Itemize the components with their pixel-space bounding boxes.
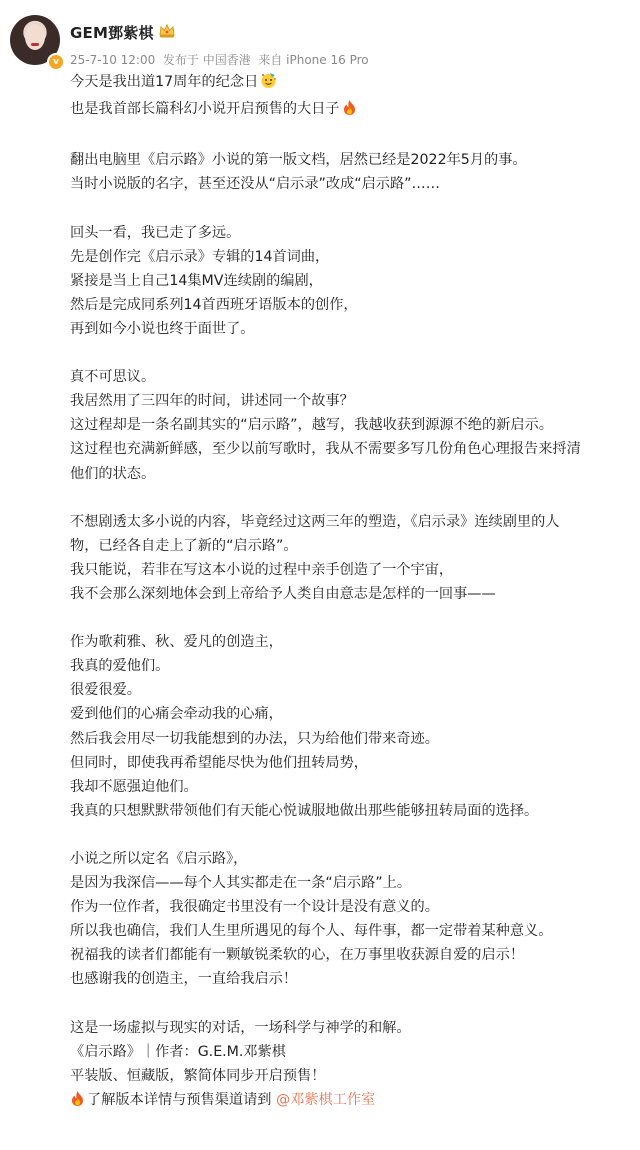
- body-line: 先是创作完《启示录》专辑的14首词曲，: [70, 248, 330, 265]
- body-line: 我不会那么深刻地体会到上帝给予人类自由意志是怎样的一回事——: [70, 585, 496, 602]
- post-date[interactable]: 25-7-10 12:00: [70, 53, 156, 67]
- spacer: [70, 341, 635, 365]
- body-line: 我居然用了三四年的时间，讲述同一个故事？: [70, 393, 354, 410]
- fire-emoji-icon: [342, 99, 357, 124]
- body-line: 平装版、恒藏版，繁简体同步开启预售！: [70, 1067, 326, 1084]
- body-line: 《启示路》｜作者：G.E.M.邓紫棋: [70, 1043, 286, 1060]
- post-body: [70, 70, 635, 1115]
- spacer: [70, 196, 635, 220]
- spacer: [70, 124, 635, 148]
- body-line: 很爱很爱。: [70, 682, 141, 699]
- body-line: 作为一位作者，我很确定书里没有一个设计是没有意义的。: [70, 899, 439, 916]
- body-line: 不想剧透太多小说的内容，毕竟经过这两三年的塑造，《启示录》连续剧里的人: [70, 513, 560, 530]
- post-source: 来自 iPhone 16 Pro: [258, 53, 369, 67]
- body-line: 我却不愿强迫他们。: [70, 778, 198, 795]
- avatar[interactable]: [10, 15, 60, 65]
- post-location: 发布于 中国香港: [162, 53, 251, 67]
- body-line: 物，已经各自走上了新的“启示路”。: [70, 537, 298, 554]
- avatar-face: [25, 24, 45, 50]
- body-text: 了解版本详情与预售渠道请到: [87, 1091, 272, 1108]
- body-line: 我真的只想默默带领他们有天能心悦诚服地做出那些能够扭转局面的选择。: [70, 802, 539, 819]
- body-line: [70, 97, 635, 124]
- body-line: 但同时，即使我再希望能尽快为他们扭转局势，: [70, 754, 368, 771]
- body-line: 回头一看，我已走了多远。: [70, 224, 241, 241]
- body-line: 是因为我深信——每个人其实都走在一条“启示路”上。: [70, 875, 412, 892]
- body-line: 这过程却是一条名副其实的“启示路”，越写，我越收获到源源不绝的新启示。: [70, 417, 553, 434]
- body-line: [70, 1088, 635, 1115]
- body-line: 作为歌莉雅、秋、爱凡的创造主，: [70, 634, 283, 651]
- body-line: 他们的状态。: [70, 465, 156, 482]
- body-line: 然后我会用尽一切我能想到的办法，只为给他们带来奇迹。: [70, 730, 439, 747]
- verified-badge-icon: v: [47, 53, 65, 71]
- body-line: 我真的爱他们。: [70, 658, 170, 675]
- body-line: 我只能说，若非在写这本小说的过程中亲手创造了一个宇宙，: [70, 561, 454, 578]
- body-line: 当时小说版的名字，甚至还没从“启示录”改成“启示路”……: [70, 176, 440, 193]
- body-line: 紧接是当上自己14集MV连续剧的编剧，: [70, 272, 323, 289]
- body-line: 翻出电脑里《启示路》小说的第一版文档，居然已经是2022年5月的事。: [70, 152, 527, 169]
- body-line: 然后是完成同系列14首西班牙语版本的创作，: [70, 296, 358, 313]
- body-line: 小说之所以定名《启示路》，: [70, 851, 248, 867]
- username[interactable]: [70, 22, 176, 43]
- body-text: 今天是我出道17周年的纪念日: [70, 74, 259, 90]
- body-line: 这过程也充满新鲜感，至少以前写歌时，我从不需要多写几份角色心理报告来捋清: [70, 441, 581, 458]
- body-line: 真不可思议。: [70, 369, 156, 386]
- body-line: 爱到他们的心痛会牵动我的心痛，: [70, 706, 283, 723]
- body-line: 这是一场虚拟与现实的对话，一场科学与神学的和解。: [70, 1019, 411, 1036]
- spacer: [70, 823, 635, 847]
- body-text: 也是我首部长篇科幻小说开启预售的大日子: [70, 101, 340, 118]
- party-face-emoji-icon: [260, 72, 277, 97]
- avatar-lips: [31, 43, 39, 46]
- body-line: 所以我也确信，我们人生里所遇见的每个人、每件事，都一定带着某种意义。: [70, 923, 553, 940]
- post-meta: [70, 51, 369, 68]
- spacer: [70, 606, 635, 630]
- spacer: [70, 992, 635, 1016]
- fire-emoji-icon: [70, 1090, 85, 1115]
- username-text[interactable]: GEM鄧紫棋: [70, 24, 154, 42]
- body-line: 再到如今小说也终于面世了。: [70, 320, 255, 337]
- crown-icon: [158, 23, 176, 43]
- spacer: [70, 486, 635, 510]
- body-line: 祝福我的读者们都能有一颗敏锐柔软的心，在万事里收获源自爱的启示！: [70, 947, 525, 964]
- mention-link[interactable]: @邓紫棋工作室: [275, 1091, 376, 1108]
- body-line: [70, 70, 635, 97]
- body-line: 也感谢我的创造主，一直给我启示！: [70, 971, 298, 988]
